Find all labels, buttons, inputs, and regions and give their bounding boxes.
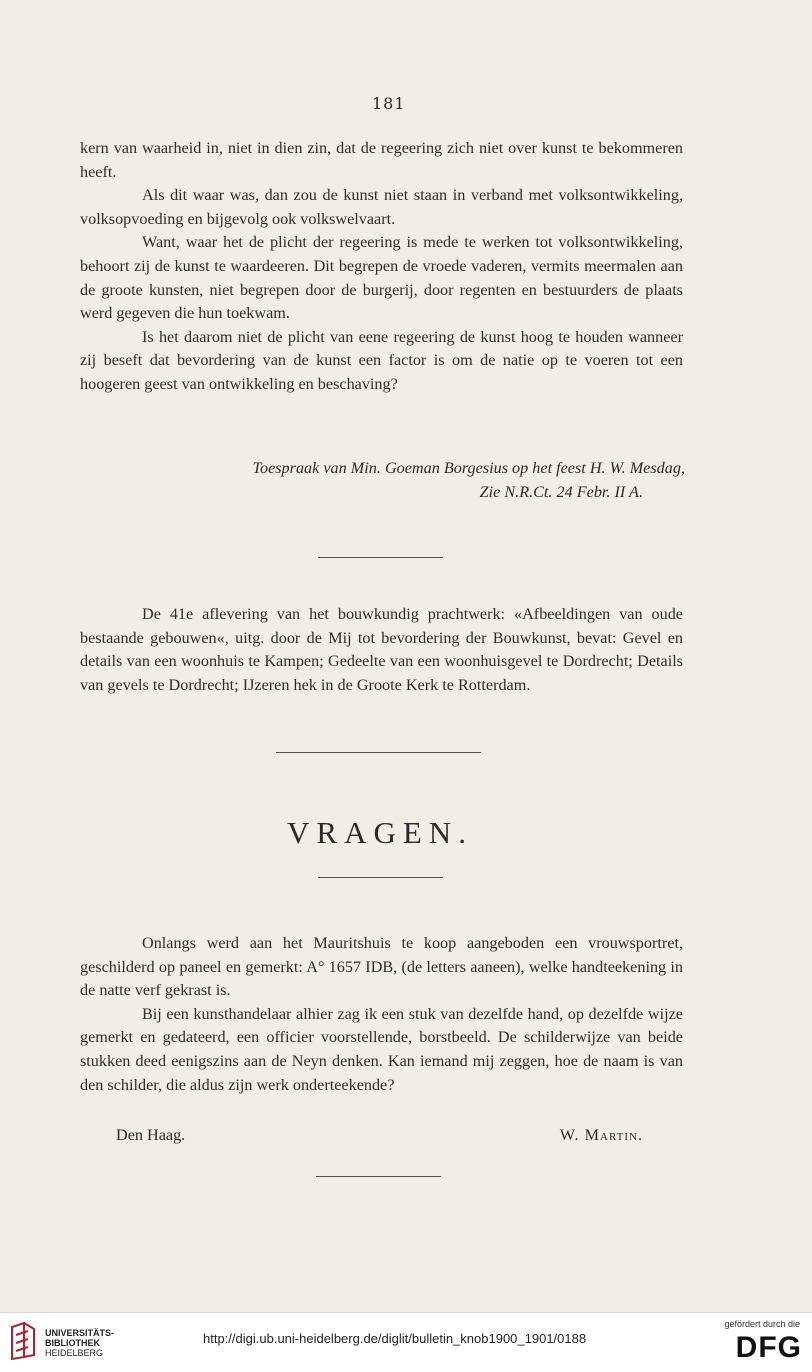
- body-text-top: [80, 137, 683, 397]
- quote-line-1: Toespraak van Min. Goeman Borgesius op het feest H. W. Mesdag,: [252, 459, 685, 477]
- permalink-url[interactable]: http://digi.ub.uni-heidelberg.de/diglit/bulletin_knob1900_1901/0188: [203, 1331, 587, 1346]
- quote-line-2: Zie N.R.Ct. 24 Febr. II A.: [479, 482, 643, 501]
- page-number: 181: [372, 94, 406, 113]
- notice-paragraph: De 41e aflevering van het bouwkundig prachtwerk: «Afbeeldingen van oude bestaande gebouwen«, uitg. door de Mij tot bevordering der Bouwkunst, bevat: Gevel en details van een woonhuis te Kampen; Gedeelte van een woonhuisgevel te Dordrecht; Details van gevels te Dordrecht; IJzeren hek in de Groote Kerk te Rotterdam.: [80, 605, 683, 694]
- divider: [316, 1176, 441, 1177]
- signature-place: Den Haag.: [116, 1126, 186, 1144]
- divider: [318, 557, 443, 558]
- library-name[interactable]: UNIVERSITÄTS- BIBLIOTHEK HEIDELBERG: [45, 1328, 115, 1358]
- paragraph: Want, waar het de plicht der regeering is mede te werken tot volksontwikkeling, behoort zij de kunst te waardeeren. Dit begrepen de vroede vaderen, vermits meermalen aan de groote kunsten, niet begrepen door de burgerij, door regenten en bestuurders de plaats werd gegeven die hun toekwam.: [80, 233, 683, 323]
- signature-name: W. Martin.: [559, 1126, 643, 1144]
- quote-attribution: [80, 457, 685, 504]
- paragraph: kern van waarheid in, niet in dien zin, dat de regeering zich niet over kunst te bekommeren heeft.: [80, 139, 683, 181]
- paragraph: Is het daarom niet de plicht van eene regeering de kunst hoog te houden wanneer zij beseft dat bevordering van de kunst een factor is om de natie op te voeren tot een hoogeren geest van ontwikkeling en beschaving?: [80, 327, 683, 393]
- section-heading: VRAGEN.: [287, 815, 473, 850]
- paragraph: Als dit waar was, dan zou de kunst niet staan in verband met volksontwikkeling, volksopvoeding en bijgevolg ook volkswelvaart.: [80, 186, 683, 228]
- viewer-footer: [0, 1312, 812, 1372]
- dfg-logo[interactable]: DFG: [735, 1331, 802, 1364]
- body-text-vragen: [80, 932, 683, 1097]
- paragraph: Onlangs werd aan het Mauritshuis te koop aangeboden een vrouwsportret, geschilderd op paneel en gemerkt: A° 1657 IDB, (de letters aaneen), welke handteekening in de natte verf gekrast is.: [80, 934, 683, 1000]
- funded-by-label: gefördert durch die: [724, 1319, 800, 1329]
- library-logo-icon[interactable]: [8, 1321, 38, 1361]
- divider: [276, 752, 481, 753]
- paragraph: Bij een kunsthandelaar alhier zag ik een stuk van dezelfde hand, op dezelfde wijze gemerkt en gedateerd, een officier voorstellende, borstbeeld. De schilderwijze van beide stukken deed eenigszins aan de Neyn denken. Kan iemand mij zeggen, hoe de naam is van den schilder, die aldus zijn werk onderteekende?: [80, 1004, 683, 1094]
- divider: [318, 877, 443, 878]
